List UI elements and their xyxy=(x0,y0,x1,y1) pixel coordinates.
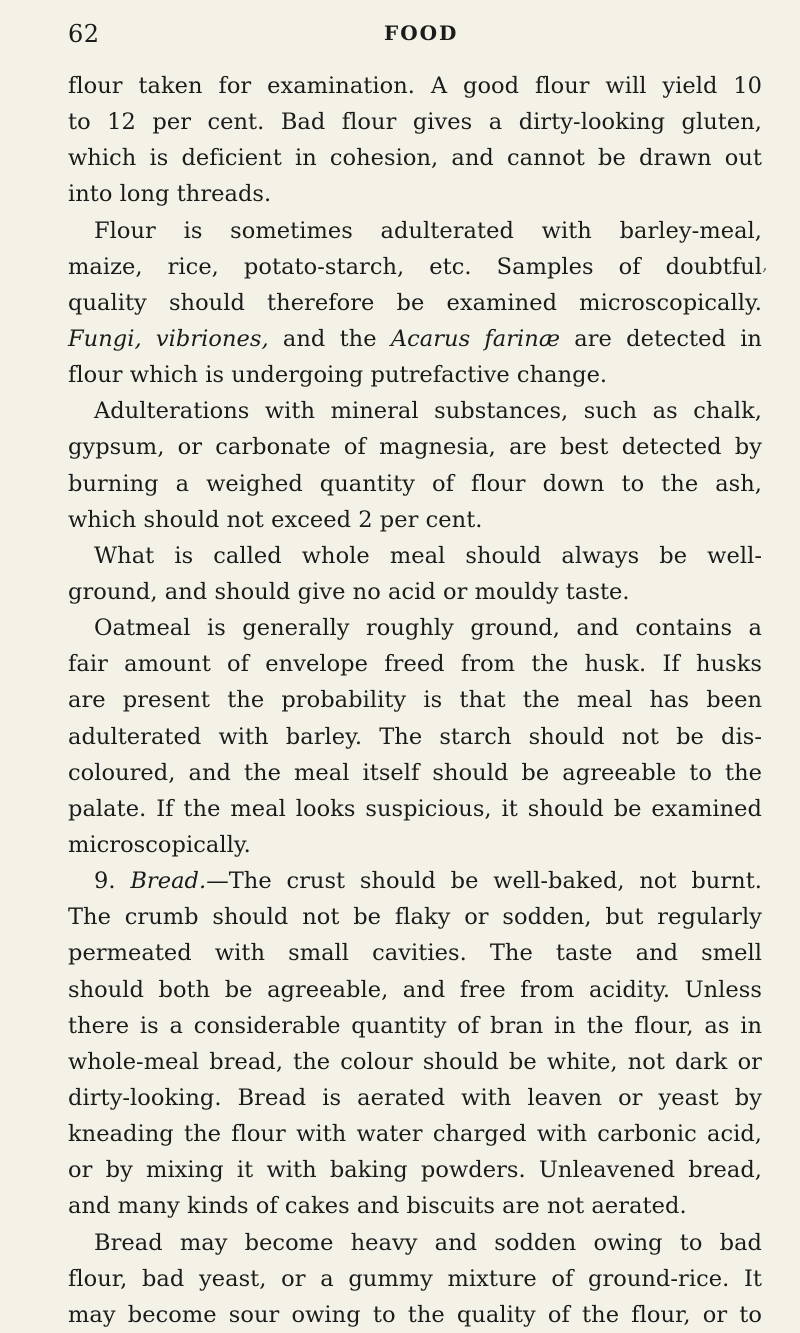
text-line: microscopically. xyxy=(68,831,251,858)
text-run: and the xyxy=(268,325,391,352)
text-line: quality should therefore be examined microscopically. xyxy=(68,289,762,316)
text-line: whole-meal bread, the colour should be white, not dark or xyxy=(68,1048,762,1075)
text-line: Bread may become heavy and sodden owing to bad xyxy=(94,1229,762,1256)
text-line: which should not exceed 2 per cent. xyxy=(68,506,483,533)
text-line: maize, rice, potato-starch, etc. Samples of doubtful xyxy=(68,253,762,280)
text-line: Flour is sometimes adulterated with barley-meal, xyxy=(94,217,762,244)
text-line: fair amount of envelope freed from the husk. If husks xyxy=(68,651,762,678)
text-line: adulterated with barley. The starch should not be dis- xyxy=(68,723,762,750)
section-title: Bread. xyxy=(130,868,207,895)
text-line: or by mixing it with baking powders. Unleavened bread, xyxy=(68,1157,762,1184)
text-line: and many kinds of cakes and biscuits are not aerated. xyxy=(68,1193,687,1220)
text-line: What is called whole meal should always be well- xyxy=(94,542,762,569)
text-line: which is deficient in cohesion, and cannot be drawn out xyxy=(68,145,762,172)
text-line: into long threads. xyxy=(68,181,272,208)
text-line: ground, and should give no acid or mouldy taste. xyxy=(68,578,630,605)
text-line: flour which is undergoing putrefactive change. xyxy=(68,362,608,389)
text-line: flour, bad yeast, or a gummy mixture of ground-rice. It xyxy=(68,1265,762,1292)
body-text xyxy=(68,68,762,1333)
text-line: may become sour owing to the quality of the flour, or to xyxy=(68,1301,762,1328)
text-run: —The crust should be well-baked, not burnt. xyxy=(206,868,762,895)
text-line: permeated with small cavities. The taste and smell xyxy=(68,940,762,967)
text-line xyxy=(68,321,762,357)
section-number: 9. xyxy=(94,868,131,895)
text-run: are detected in xyxy=(560,325,762,352)
running-title: FOOD xyxy=(384,21,459,45)
text-line: to 12 per cent. Bad flour gives a dirty-looking gluten, xyxy=(68,109,762,136)
text-line: are present the probability is that the meal has been xyxy=(68,687,762,714)
text-line: burning a weighed quantity of flour down to the ash, xyxy=(68,470,762,497)
text-line: The crumb should not be flaky or sodden, but regularly xyxy=(68,904,762,931)
running-head xyxy=(68,12,772,68)
italic-term: Acarus farinæ xyxy=(390,325,561,352)
text-line: flour taken for examination. A good flour will yield 10 xyxy=(68,73,762,99)
text-line: palate. If the meal looks suspicious, it should be examined xyxy=(68,795,762,822)
text-line: Adulterations with mineral substances, such as chalk, xyxy=(94,398,762,425)
text-line: Oatmeal is generally roughly ground, and contains a xyxy=(94,615,762,642)
italic-term: Fungi, vibriones, xyxy=(68,325,269,352)
text-line: dirty-looking. Bread is aerated with leaven or yeast by xyxy=(68,1084,762,1111)
text-line: gypsum, or carbonate of magnesia, are best detected by xyxy=(68,434,762,461)
text-line: coloured, and the meal itself should be agreeable to the xyxy=(68,759,762,786)
margin-mark: , xyxy=(762,254,768,275)
text-line: there is a considerable quantity of bran in the flour, as in xyxy=(68,1012,762,1039)
text-line: should both be agreeable, and free from acidity. Unless xyxy=(68,976,762,1003)
text-line: kneading the flour with water charged with carbonic acid, xyxy=(68,1121,762,1148)
section-heading-line xyxy=(68,863,762,899)
page-number: 62 xyxy=(68,20,100,48)
